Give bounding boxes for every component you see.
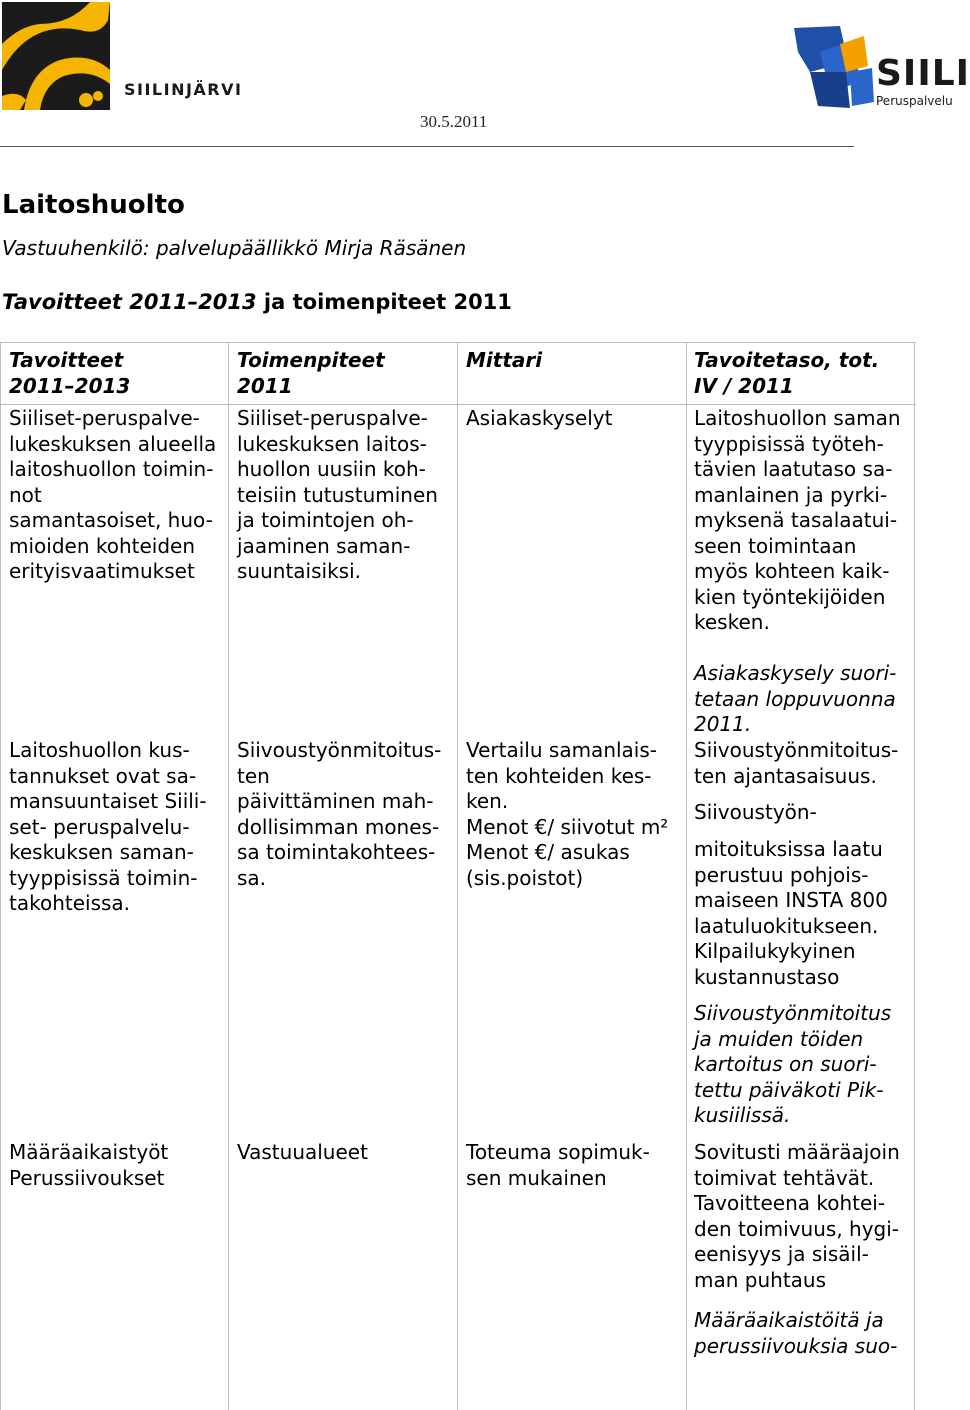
text-line: sen mukainen [466, 1165, 607, 1190]
text-line: teisiin tutustuminen [237, 482, 438, 507]
text-line: kien työntekijöiden [694, 584, 886, 609]
text-line: Toteuma sopimuk- [466, 1140, 650, 1164]
text-line: tyyppisissä toimin- [9, 865, 198, 890]
text-line: Menot €/ siivotut m² [466, 814, 669, 839]
text-line: 2011 [237, 373, 293, 398]
header-divider [0, 146, 854, 147]
header-goals [9, 348, 130, 399]
text-line: päivittäminen mah- [237, 789, 434, 813]
text-line: toimivat tehtävät. [694, 1165, 875, 1190]
text-line: sa. [237, 865, 267, 890]
row3-target [694, 1140, 900, 1293]
row2-metric [466, 738, 668, 891]
header-row-divider [0, 404, 916, 405]
siili-logo-name: SIILI [876, 53, 970, 94]
row2-target-note [694, 1001, 891, 1129]
text-line: Siivoustyönmitoitus [694, 1001, 892, 1025]
section-subtitle [2, 290, 512, 314]
row1-target [694, 406, 901, 636]
text-line: lukeskuksen laitos- [237, 431, 427, 456]
row3-goal [9, 1140, 168, 1191]
text-line: suuntaisiksi. [237, 559, 361, 583]
text-line: kesken. [694, 610, 770, 634]
text-line: laitoshuollon toimin- [9, 457, 214, 481]
text-line: man puhtaus [694, 1267, 827, 1292]
text-line: Siiliset-peruspalve- [237, 406, 428, 430]
text-line: Siiliset-peruspalve- [9, 406, 200, 430]
text-line: not [9, 482, 42, 507]
document-title: Laitoshuolto [2, 190, 185, 220]
text-line: sa toimintakohtees- [237, 840, 436, 864]
text-line: tannukset ovat sa- [9, 763, 197, 788]
text-line: Asiakaskyselyt [466, 406, 613, 430]
row1-goal [9, 406, 216, 585]
text-line: Laitoshuollon saman [694, 406, 901, 430]
text-line: Määräaikaistyöt [9, 1140, 169, 1164]
text-line: (sis.poistot) [466, 865, 584, 890]
text-line: eenisyys ja sisäil- [694, 1242, 869, 1266]
text-line: den toimivuus, hygi- [694, 1216, 900, 1241]
text-line: tettu päiväkoti Pik- [694, 1077, 884, 1102]
text-line: Siivoustyönmitoitus- [237, 738, 442, 762]
text-line: mitoituksissa laatu [694, 837, 883, 861]
text-line: ken. [466, 789, 509, 813]
text-line: maiseen INSTA 800 [694, 888, 888, 912]
text-line: Tavoitteena kohtei- [694, 1191, 886, 1215]
text-line: Sovitusti määräajoin [694, 1140, 900, 1164]
text-line: Vertailu samanlais- [466, 738, 657, 762]
text-line: 2011–2013 [9, 373, 131, 398]
column-divider [457, 342, 458, 1410]
text-line: Mittari [466, 348, 543, 372]
text-line: perustuu pohjois- [694, 862, 869, 887]
text-line: ten kohteiden kes- [466, 763, 652, 788]
text-line: Perussiivoukset [9, 1165, 165, 1190]
text-line: tetaan loppuvuonna [694, 686, 896, 711]
row2-target-a [694, 738, 898, 789]
row2-target-b [694, 800, 817, 826]
text-line: huollon uusiin koh- [237, 457, 426, 481]
text-line: kusiilissä. [694, 1103, 791, 1127]
column-divider [228, 342, 229, 1410]
text-line: Laitoshuollon kus- [9, 738, 190, 762]
text-line: laatuluokitukseen. [694, 913, 879, 938]
subtitle-rest: ja toimenpiteet 2011 [256, 290, 512, 314]
text-line: lukeskuksen alueella [9, 431, 217, 456]
row2-action [237, 738, 441, 891]
text-line: Toimenpiteet [237, 348, 385, 372]
text-line: Vastuualueet [237, 1140, 368, 1164]
text-line: Siivoustyönmitoitus- [694, 738, 899, 762]
text-line: myksenä tasalaatui- [694, 508, 898, 532]
text-line: dollisimman mones- [237, 814, 440, 839]
text-line: set- peruspalvelu- [9, 814, 190, 839]
text-line: ja toimintojen oh- [237, 508, 414, 532]
row1-target-note [694, 661, 896, 738]
header-target-level [694, 348, 879, 399]
text-line: mansuuntaiset Siili- [9, 789, 207, 813]
row1-metric [466, 406, 612, 432]
row3-metric [466, 1140, 650, 1191]
row1-action [237, 406, 438, 585]
text-line: ja muiden töiden [694, 1026, 864, 1051]
siili-logo-subtitle: Peruspalvelu [876, 94, 953, 108]
text-line: Määräaikaistöitä ja [694, 1308, 884, 1332]
column-divider [686, 342, 687, 1410]
text-line: Tavoitetaso, tot. [694, 348, 880, 372]
text-line: kustannustaso [694, 964, 840, 989]
text-line: keskuksen saman- [9, 840, 194, 864]
text-line: Tavoitteet [9, 348, 124, 372]
subtitle-italic: Tavoitteet 2011–2013 [2, 290, 257, 314]
text-line: kartoitus on suori- [694, 1052, 877, 1076]
row3-target-note [694, 1308, 897, 1359]
text-line: perussiivouksia suo- [694, 1333, 898, 1358]
text-line: Asiakaskysely suori- [694, 661, 897, 685]
row2-goal [9, 738, 207, 917]
text-line: ten [237, 763, 270, 788]
column-divider [914, 342, 915, 1410]
text-line: manlainen ja pyrki- [694, 482, 888, 507]
text-line: IV / 2011 [694, 373, 794, 398]
text-line: seen toimintaan [694, 533, 857, 558]
text-line: mioiden kohteiden [9, 533, 196, 558]
text-line: 2011. [694, 712, 752, 736]
text-line: tyyppisissä työteh- [694, 431, 884, 456]
row3-action [237, 1140, 368, 1166]
text-line: jaaminen saman- [237, 533, 411, 558]
text-line: Kilpailukykyinen [694, 939, 856, 963]
row2-target-c [694, 837, 888, 990]
text-line: myös kohteen kaik- [694, 559, 890, 583]
text-line: erityisvaatimukset [9, 559, 195, 583]
header-actions [237, 348, 385, 399]
text-line: tävien laatutaso sa- [694, 457, 893, 481]
document-date: 30.5.2011 [420, 112, 488, 131]
siilinjarvi-logo-text: SIILINJÄRVI [124, 80, 243, 99]
responsible-person: Vastuuhenkilö: palvelupäällikkö Mirja Räsänen [2, 236, 467, 260]
text-line: samantasoiset, huo- [9, 508, 213, 532]
text-line: Siivoustyön- [694, 800, 817, 824]
text-line: ten ajantasaisuus. [694, 763, 877, 788]
header-metric [466, 348, 542, 374]
text-line: takohteissa. [9, 891, 131, 915]
text-line: Menot €/ asukas [466, 840, 630, 864]
